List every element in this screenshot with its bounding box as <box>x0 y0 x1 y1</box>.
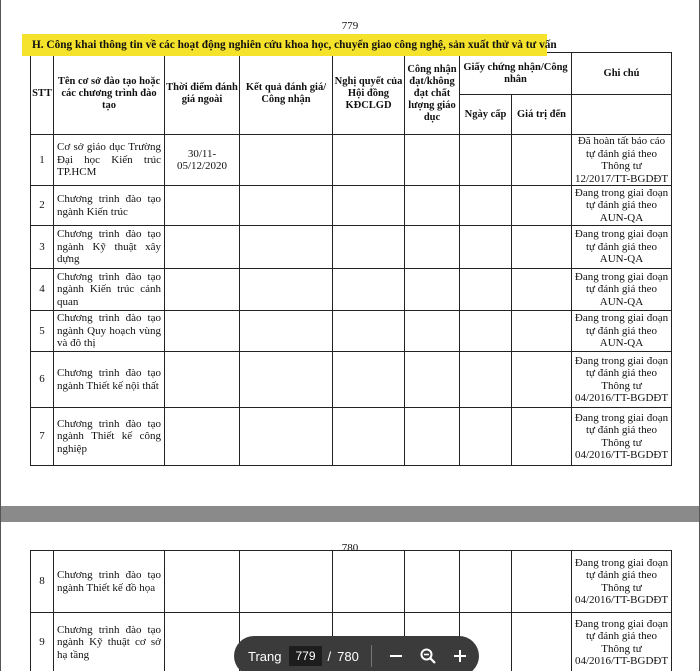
row-note: Đang trong giai đoạn tự đánh giá theo Thông tư 04/2016/TT-BGDĐT <box>572 551 672 613</box>
row-name: Chương trình đào tạo ngành Quy hoạch vùng và đô thị <box>54 311 165 352</box>
row-stt: 1 <box>31 135 54 186</box>
row-time <box>165 311 240 352</box>
row-name: Cơ sở giáo dục Trường Đại học Kiến trúc TP.HCM <box>54 135 165 186</box>
row-stt: 5 <box>31 311 54 352</box>
page-toolbar <box>234 636 479 671</box>
minus-icon <box>388 648 404 664</box>
zoom-in-button[interactable] <box>446 642 474 670</box>
row-note: Đang trong giai đoạn tự đánh giá theo Thông tư 04/2016/TT-BGDĐT <box>572 408 672 466</box>
header-time: Thời điểm đánh giá ngoài <box>165 53 240 135</box>
page-number: 780 <box>341 542 359 554</box>
header-resolution: Nghị quyết của Hội đồng KĐCLGD <box>333 53 405 135</box>
header-recognition: Công nhận đạt/không đạt chất lượng giáo dục <box>405 53 460 135</box>
row-time <box>165 226 240 269</box>
header-result: Kết quả đánh giá/ Công nhận <box>240 53 333 135</box>
accreditation-table <box>30 52 672 466</box>
zoom-out-button[interactable] <box>382 642 410 670</box>
page-edge-left <box>0 0 1 671</box>
row-time <box>165 408 240 466</box>
row-note: Đang trong giai đoạn tự đánh giá theo AUN-QA <box>572 186 672 226</box>
table-row <box>31 352 672 408</box>
header-name: Tên cơ sở đào tạo hoặc các chương trình đào tạo <box>54 53 165 135</box>
current-page-input[interactable]: 779 <box>289 646 321 666</box>
table-row <box>31 551 672 613</box>
section-title: H. Công khai thông tin về các hoạt động nghiên cứu khoa học, chuyển giao công nghệ, sản xuất thử và tư vấn <box>22 34 547 56</box>
row-stt: 7 <box>31 408 54 466</box>
table-row <box>31 311 672 352</box>
row-time <box>165 613 240 671</box>
plus-icon <box>452 648 468 664</box>
row-name: Chương trình đào tạo ngành Kỹ thuật xây dựng <box>54 226 165 269</box>
row-stt: 4 <box>31 269 54 311</box>
row-note: Đang trong giai đoạn tự đánh giá theo AUN-QA <box>572 311 672 352</box>
table-row <box>31 226 672 269</box>
row-time: 30/11-05/12/2020 <box>165 135 240 186</box>
row-time <box>165 551 240 613</box>
header-certificate: Giấy chứng nhận/Công nhân <box>460 53 572 95</box>
row-name: Chương trình đào tạo ngành Kiến trúc cảnh quan <box>54 269 165 311</box>
row-note: Đã hoàn tất báo cáo tự đánh giá theo Thông tư 12/2017/TT-BGDĐT <box>572 135 672 186</box>
table-row <box>31 408 672 466</box>
row-stt: 9 <box>31 613 54 671</box>
row-time <box>165 269 240 311</box>
row-name: Chương trình đào tạo ngành Kỹ thuật cơ sở hạ tầng <box>54 613 165 671</box>
zoom-icon <box>419 647 437 665</box>
header-stt: STT <box>31 53 54 135</box>
row-name: Chương trình đào tạo ngành Thiết kế nội thất <box>54 352 165 408</box>
row-stt: 6 <box>31 352 54 408</box>
header-note-blank <box>572 95 672 135</box>
page-label: Trang <box>248 648 282 664</box>
toolbar-divider <box>371 645 372 667</box>
header-note: Ghi chú <box>572 53 672 95</box>
row-note: Đang trong giai đoạn tự đánh giá theo Thông tư 04/2016/TT-BGDĐT <box>572 613 672 671</box>
page-separator-slash: / <box>327 648 332 664</box>
row-name: Chương trình đào tạo ngành Thiết kế đồ họa <box>54 551 165 613</box>
page-number: 779 <box>341 20 359 32</box>
table-row <box>31 186 672 226</box>
zoom-fit-button[interactable] <box>414 642 442 670</box>
row-note: Đang trong giai đoạn tự đánh giá theo Thông tư 04/2016/TT-BGDĐT <box>572 352 672 408</box>
row-note: Đang trong giai đoạn tự đánh giá theo AUN-QA <box>572 226 672 269</box>
table-row <box>31 135 672 186</box>
row-stt: 2 <box>31 186 54 226</box>
header-issue-date: Ngày cấp <box>460 95 512 135</box>
row-stt: 3 <box>31 226 54 269</box>
row-name: Chương trình đào tạo ngành Thiết kế công nghiệp <box>54 408 165 466</box>
row-stt: 8 <box>31 551 54 613</box>
row-time <box>165 352 240 408</box>
page-separator <box>0 506 700 522</box>
header-valid-until: Giá trị đến <box>512 95 572 135</box>
total-pages: 780 <box>337 648 359 664</box>
row-name: Chương trình đào tạo ngành Kiến trúc <box>54 186 165 226</box>
table-row <box>31 269 672 311</box>
row-time <box>165 186 240 226</box>
row-note: Đang trong giai đoạn tự đánh giá theo AUN-QA <box>572 269 672 311</box>
